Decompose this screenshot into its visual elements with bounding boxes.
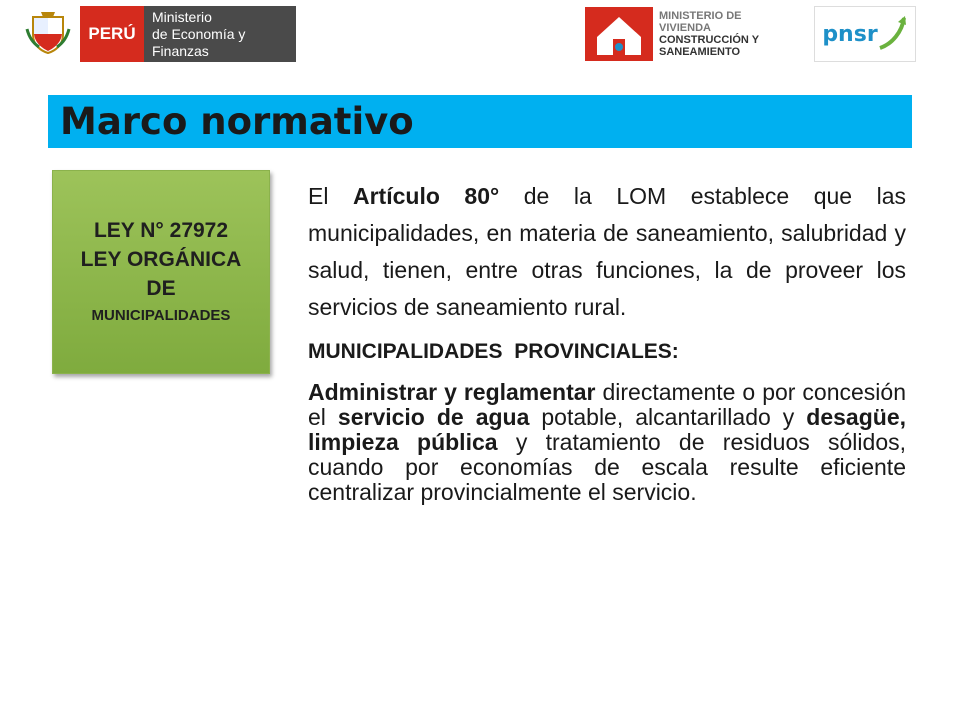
mef-name-line1: Ministerio — [152, 8, 212, 25]
title-bar — [48, 95, 912, 148]
law-name-line1: LEY ORGÁNICA — [80, 247, 242, 271]
para2-text3: y tratamiento de residuos sólidos, cuando por economías de escala resulte eficiente centralizar provincialmente el servicio. — [308, 429, 906, 505]
swoosh-icon — [878, 14, 908, 54]
mef-name-line2: de Economía y Finanzas — [152, 25, 246, 59]
para2-bold2: servicio de agua — [337, 404, 530, 430]
law-name-line3: MUNICIPALIDADES — [91, 306, 231, 324]
paragraph-provincial — [308, 380, 906, 505]
para2-bold3: desagüe, limpieza pública — [308, 404, 907, 455]
para2-text1: directamente o por concesión el — [308, 379, 906, 430]
paragraph-article-80 — [308, 178, 906, 326]
para2-text2: potable, alcantarillado y — [529, 404, 807, 430]
peru-coat-of-arms-icon — [20, 6, 76, 62]
para1-text2: de la LOM establece que las municipalidades, en materia de saneamiento, salubridad y salud, tienen, entre otras funciones, la de proveer los servicios de saneamiento rural. — [308, 183, 907, 320]
para1-text1: El — [308, 183, 353, 209]
vivienda-line4: SANEAMIENTO — [659, 46, 741, 58]
vivienda-line3: CONSTRUCCIÓN Y — [659, 34, 760, 46]
vivienda-line1: MINISTERIO DE — [659, 10, 742, 22]
para2-bold1: Administrar y reglamentar — [308, 379, 596, 405]
vivienda-line2: VIVIENDA — [659, 22, 711, 34]
vivienda-logo — [585, 6, 807, 62]
body-text — [308, 178, 906, 505]
pnsr-logo — [814, 6, 916, 62]
law-number: LEY N° 27972 — [93, 218, 229, 242]
house-icon — [585, 7, 653, 61]
mef-logo — [20, 6, 296, 62]
page-title: Marco normativo — [60, 100, 414, 143]
pnsr-wordmark: pnsr — [822, 21, 878, 47]
para1-bold1: Artículo 80° — [353, 183, 500, 209]
mef-name — [144, 6, 296, 62]
mef-peru-label: PERÚ — [80, 6, 144, 62]
vivienda-name — [659, 10, 759, 58]
section-heading: MUNICIPALIDADES PROVINCIALES: — [308, 340, 679, 363]
law-box — [52, 170, 270, 374]
law-name-line2: DE — [146, 276, 176, 300]
